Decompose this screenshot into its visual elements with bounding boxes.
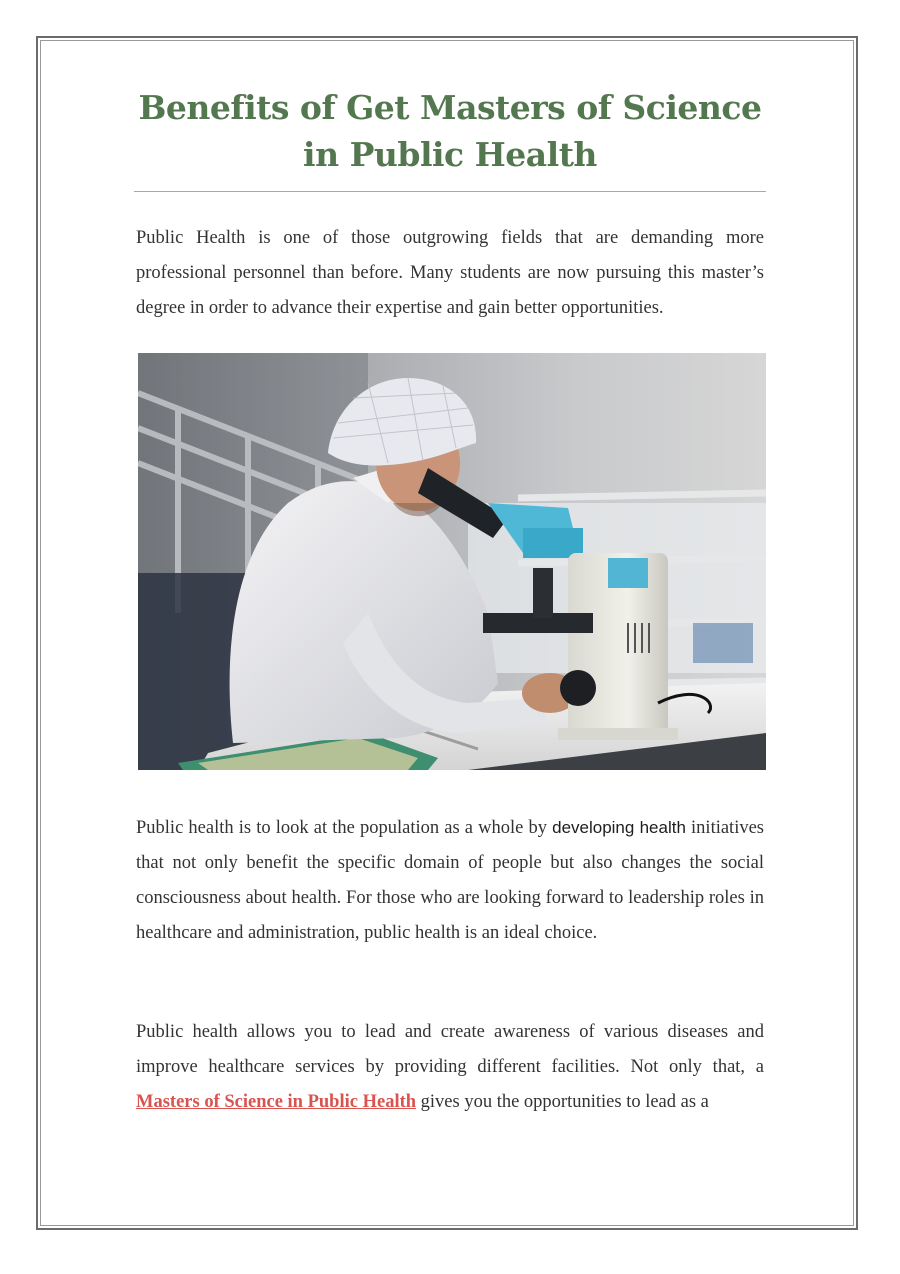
paragraph-text-start: Public health allows you to lead and create awareness of various diseases and improve healthcare services by providing different facilities. Not only that, a bbox=[136, 1022, 764, 1077]
paragraph-text-start: Public health is to look at the population as a whole by bbox=[136, 818, 553, 838]
definition-paragraph bbox=[136, 810, 764, 951]
highlighted-phrase: developing health bbox=[552, 818, 686, 837]
intro-paragraph: Public Health is one of those outgrowing fields that are demanding more professional personnel than before. Many students are now pursuing this master’s degree in order to advance their expertise and gain better opportunities. bbox=[136, 228, 764, 318]
paragraph-text-end: gives you the opportunities to lead as a bbox=[416, 1092, 709, 1112]
benefits-paragraph bbox=[136, 1015, 764, 1120]
title-divider bbox=[134, 191, 766, 192]
masters-public-health-link[interactable]: Masters of Science in Public Health bbox=[136, 1092, 417, 1112]
page-title: Benefits of Get Masters of Science in Public Health bbox=[138, 88, 762, 174]
paragraph-text-end: initiatives that not only benefit the specific domain of people but also changes the social consciousness about health. For those who are looking forward to leadership roles in healthcare and administration, public health is an ideal choice. bbox=[136, 818, 764, 943]
lab-microscope-photo bbox=[138, 353, 766, 770]
